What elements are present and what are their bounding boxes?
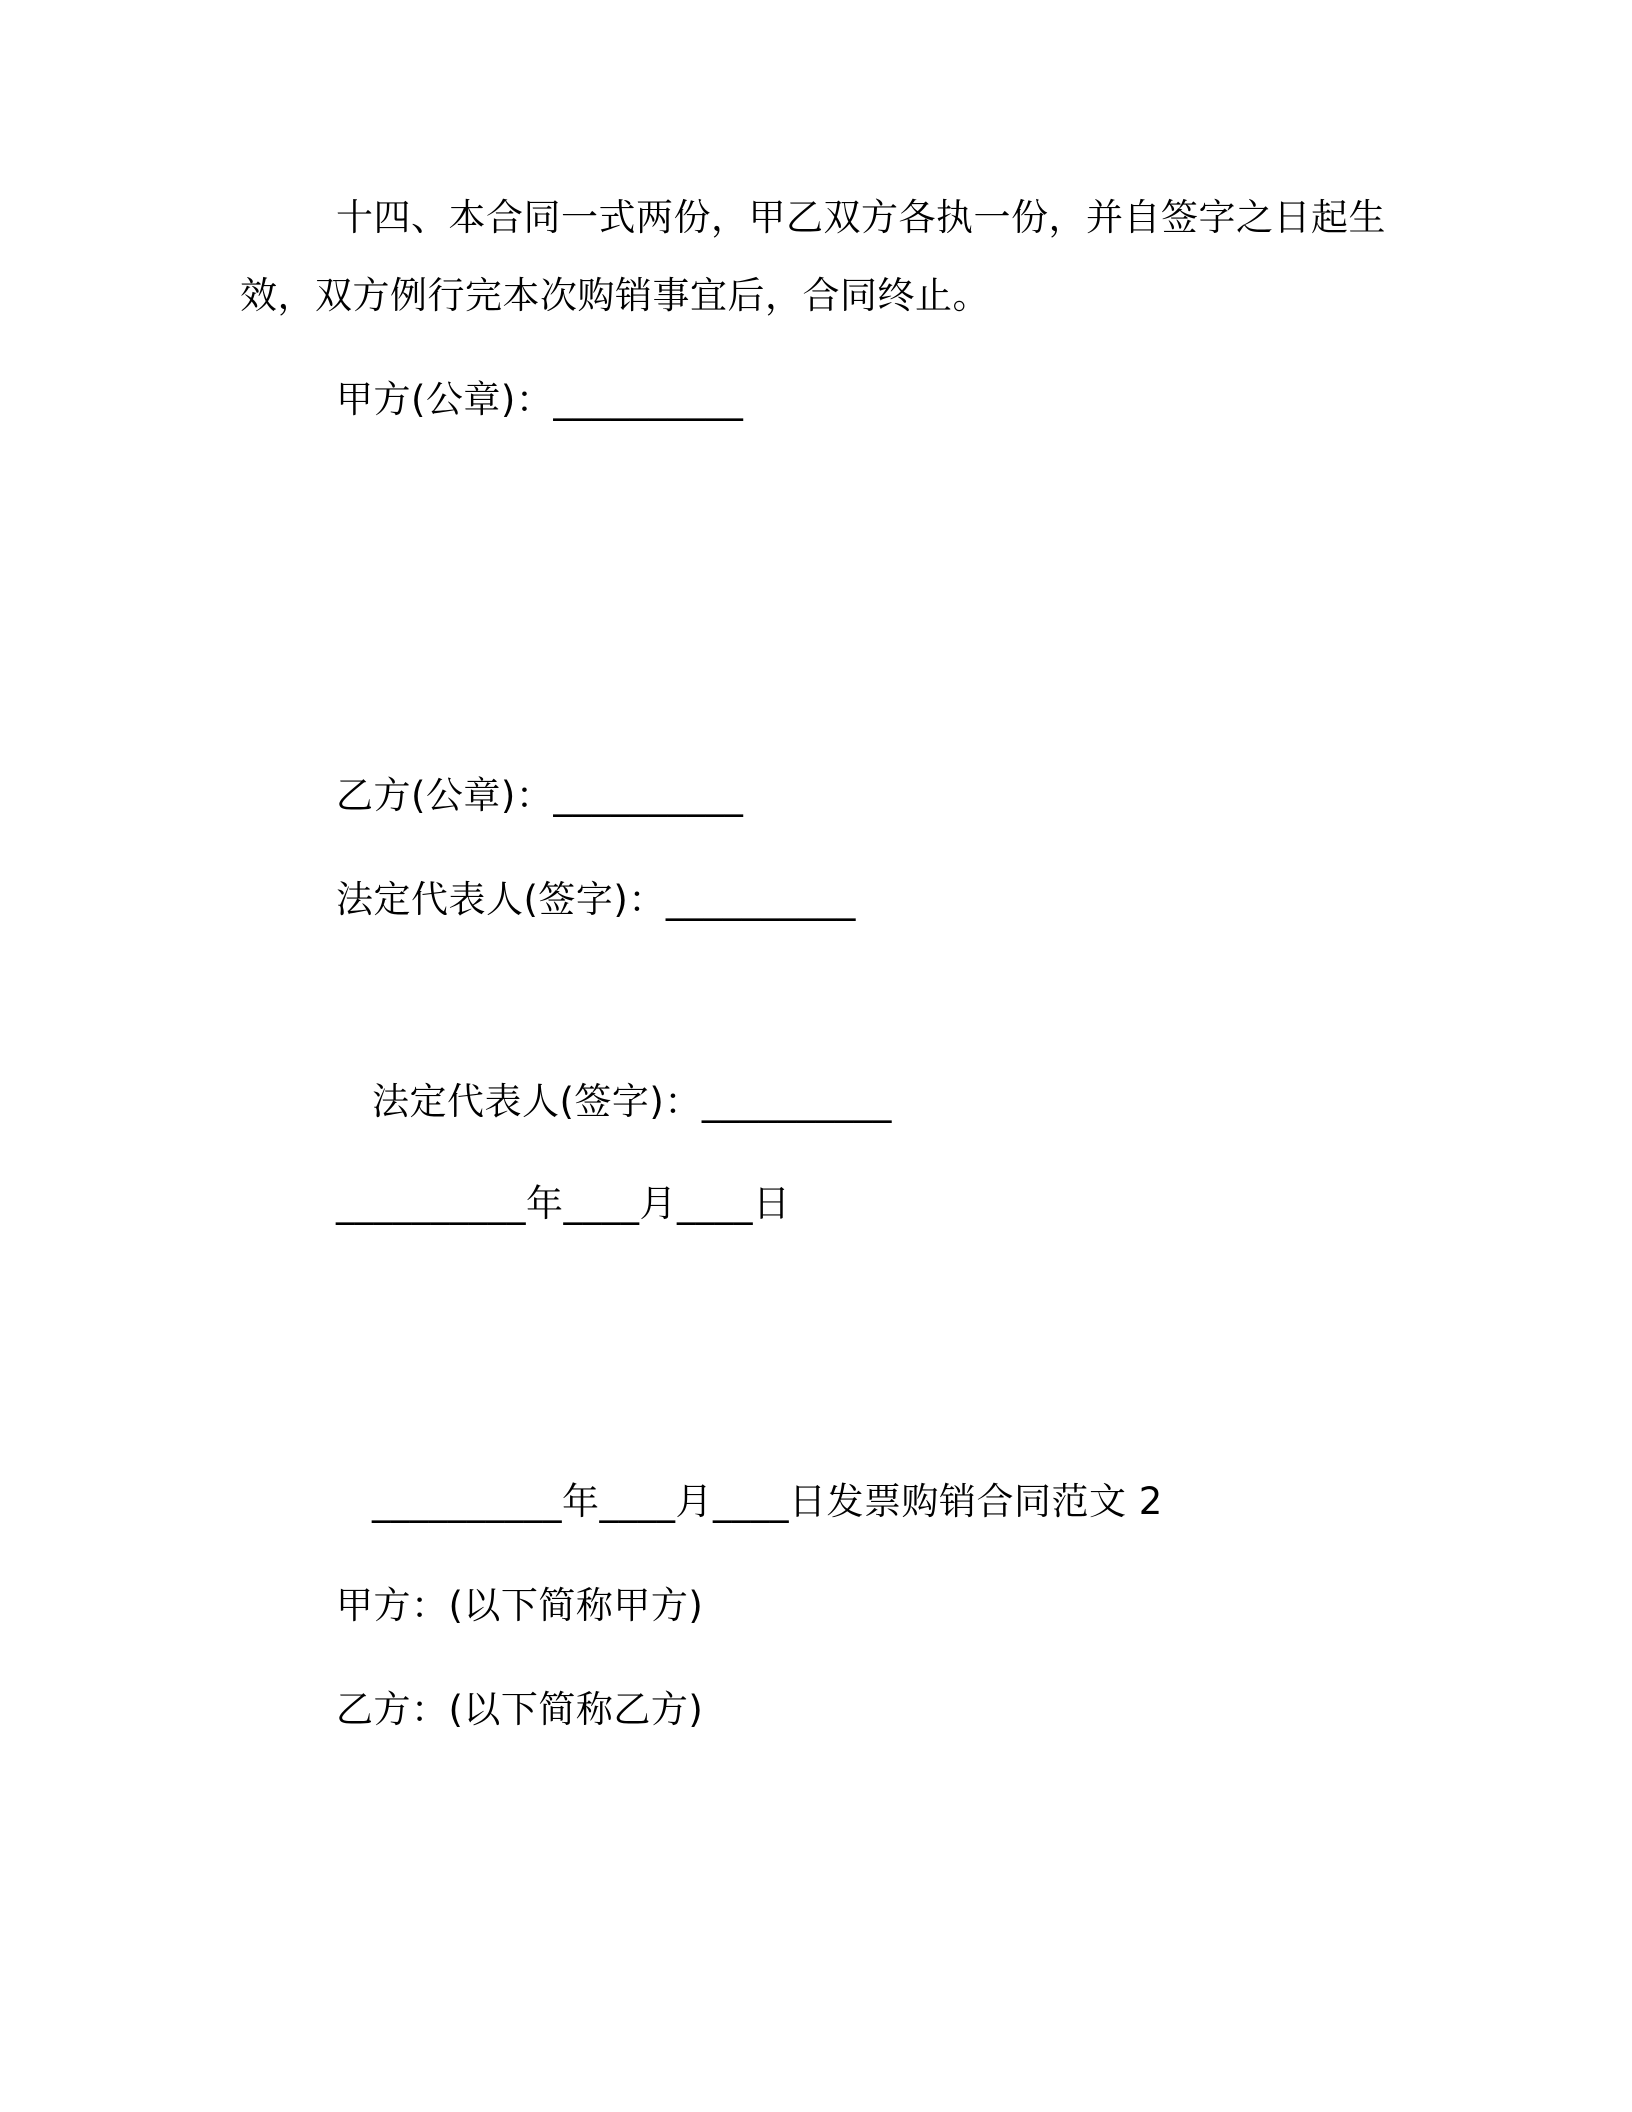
party-b-intro: 乙方：(以下简称乙方) — [336, 1688, 704, 1731]
party-a-seal-line: 甲方(公章)：__________ — [336, 378, 744, 421]
clause-14-line-1: 十四、本合同一式两份，甲乙双方各执一份，并自签字之日起生 — [336, 196, 1386, 239]
legal-representative-signature-line-2: 法定代表人(签字)：__________ — [372, 1080, 892, 1123]
next-contract-heading: __________年____月____日发票购销合同范文 2 — [372, 1480, 1163, 1523]
party-a-intro: 甲方：(以下简称甲方) — [336, 1584, 704, 1627]
legal-representative-signature-line-1: 法定代表人(签字)：__________ — [336, 878, 856, 921]
signing-date-line: __________年____月____日 — [336, 1182, 791, 1225]
clause-14-line-2: 效，双方例行完本次购销事宜后，合同终止。 — [240, 274, 990, 317]
party-b-seal-line: 乙方(公章)：__________ — [336, 774, 744, 817]
